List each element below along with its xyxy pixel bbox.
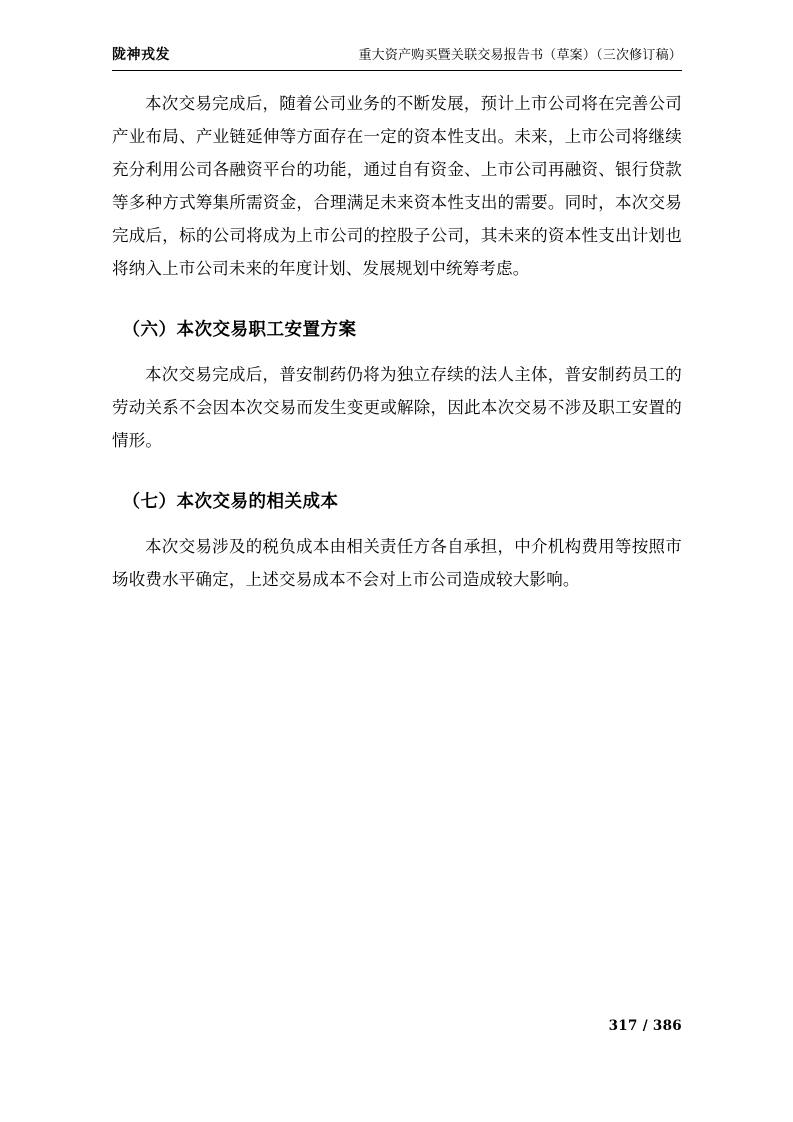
header-company-name: 陇神戎发 bbox=[112, 47, 170, 63]
header-document-title: 重大资产购买暨关联交易报告书（草案）（三次修订稿） bbox=[358, 48, 682, 63]
page-footer bbox=[112, 1018, 682, 1034]
header-divider bbox=[112, 70, 682, 71]
paragraph-transaction-costs: 本次交易涉及的税负成本由相关责任方各自承担，中介机构费用等按照市场收费水平确定，上述交易成本不会对上市公司造成较大影响。 bbox=[112, 537, 682, 589]
heading-employee-placement: （六）本次交易职工安置方案 bbox=[122, 320, 357, 340]
paragraph-employee-placement: 本次交易完成后，普安制药仍将为独立存续的法人主体，普安制药员工的劳动关系不会因本次交易而发生变更或解除，因此本次交易不涉及职工安置的情形。 bbox=[112, 365, 682, 450]
page-number: 317 / 386 bbox=[608, 1018, 682, 1034]
heading-transaction-costs: （七）本次交易的相关成本 bbox=[122, 492, 339, 512]
page-content bbox=[112, 44, 682, 596]
page-header bbox=[112, 44, 682, 69]
paragraph-capital-expenditure: 本次交易完成后，随着公司业务的不断发展，预计上市公司将在完善公司产业布局、产业链延伸等方面存在一定的资本性支出。未来，上市公司将继续充分利用公司各融资平台的功能，通过自有资金、上市公司再融资、银行贷款等多种方式筹集所需资金，合理满足未来资本性支出的需要。同时，本次交易完成后，标的公司将成为上市公司的控股子公司，其未来的资本性支出计划也将纳入上市公司未来的年度计划、发展规划中统筹考虑。 bbox=[112, 94, 682, 278]
